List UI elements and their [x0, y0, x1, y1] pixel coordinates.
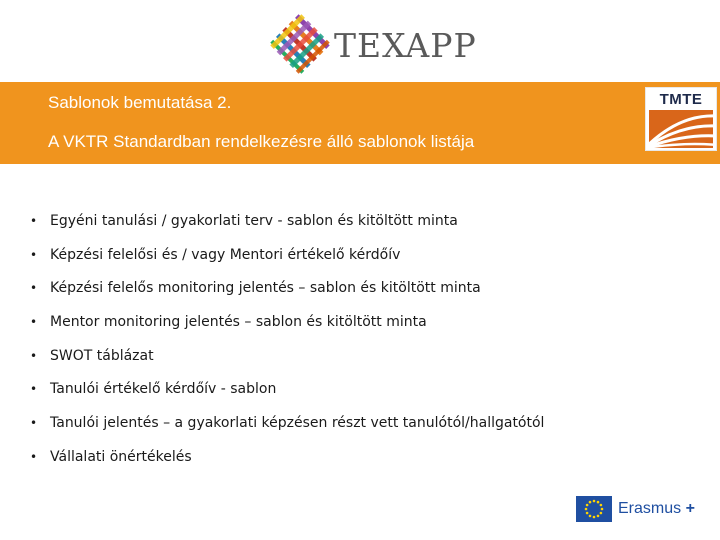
erasmus-label: Erasmus	[618, 500, 682, 517]
title-banner	[0, 82, 720, 164]
list-item: • Tanulói értékelő kérdőív - sablon	[30, 373, 544, 407]
tmte-arcs-icon	[649, 110, 713, 148]
erasmus-plus-mark: +	[685, 500, 695, 517]
list-item: • Egyéni tanulási / gyakorlati terv - sablon és kitöltött minta	[30, 205, 544, 239]
template-list	[30, 205, 544, 475]
eu-flag-icon	[576, 496, 612, 522]
page-title: Sablonok bemutatása 2.	[48, 93, 232, 112]
erasmus-logo	[576, 496, 716, 526]
list-item: • Képzési felelős monitoring jelentés – sablon és kitöltött minta	[30, 272, 544, 306]
tmte-logo-text: TMTE	[659, 91, 703, 108]
list-item: • Mentor monitoring jelentés – sablon és kitöltött minta	[30, 306, 544, 340]
list-item: • SWOT táblázat	[30, 340, 544, 374]
list-item: • Tanulói jelentés – a gyakorlati képzésen részt vett tanulótól/hallgatótól	[30, 407, 544, 441]
list-item: • Vállalati önértékelés	[30, 441, 544, 475]
tmte-logo	[645, 87, 717, 151]
texapp-logo	[268, 12, 477, 76]
list-item: • Képzési felelősi és / vagy Mentori értékelő kérdőív	[30, 239, 544, 273]
woven-fabric-icon	[268, 12, 332, 76]
page-subtitle: A VKTR Standardban rendelkezésre álló sablonok listája	[48, 132, 475, 151]
texapp-wordmark: TEXAPP	[334, 26, 477, 65]
